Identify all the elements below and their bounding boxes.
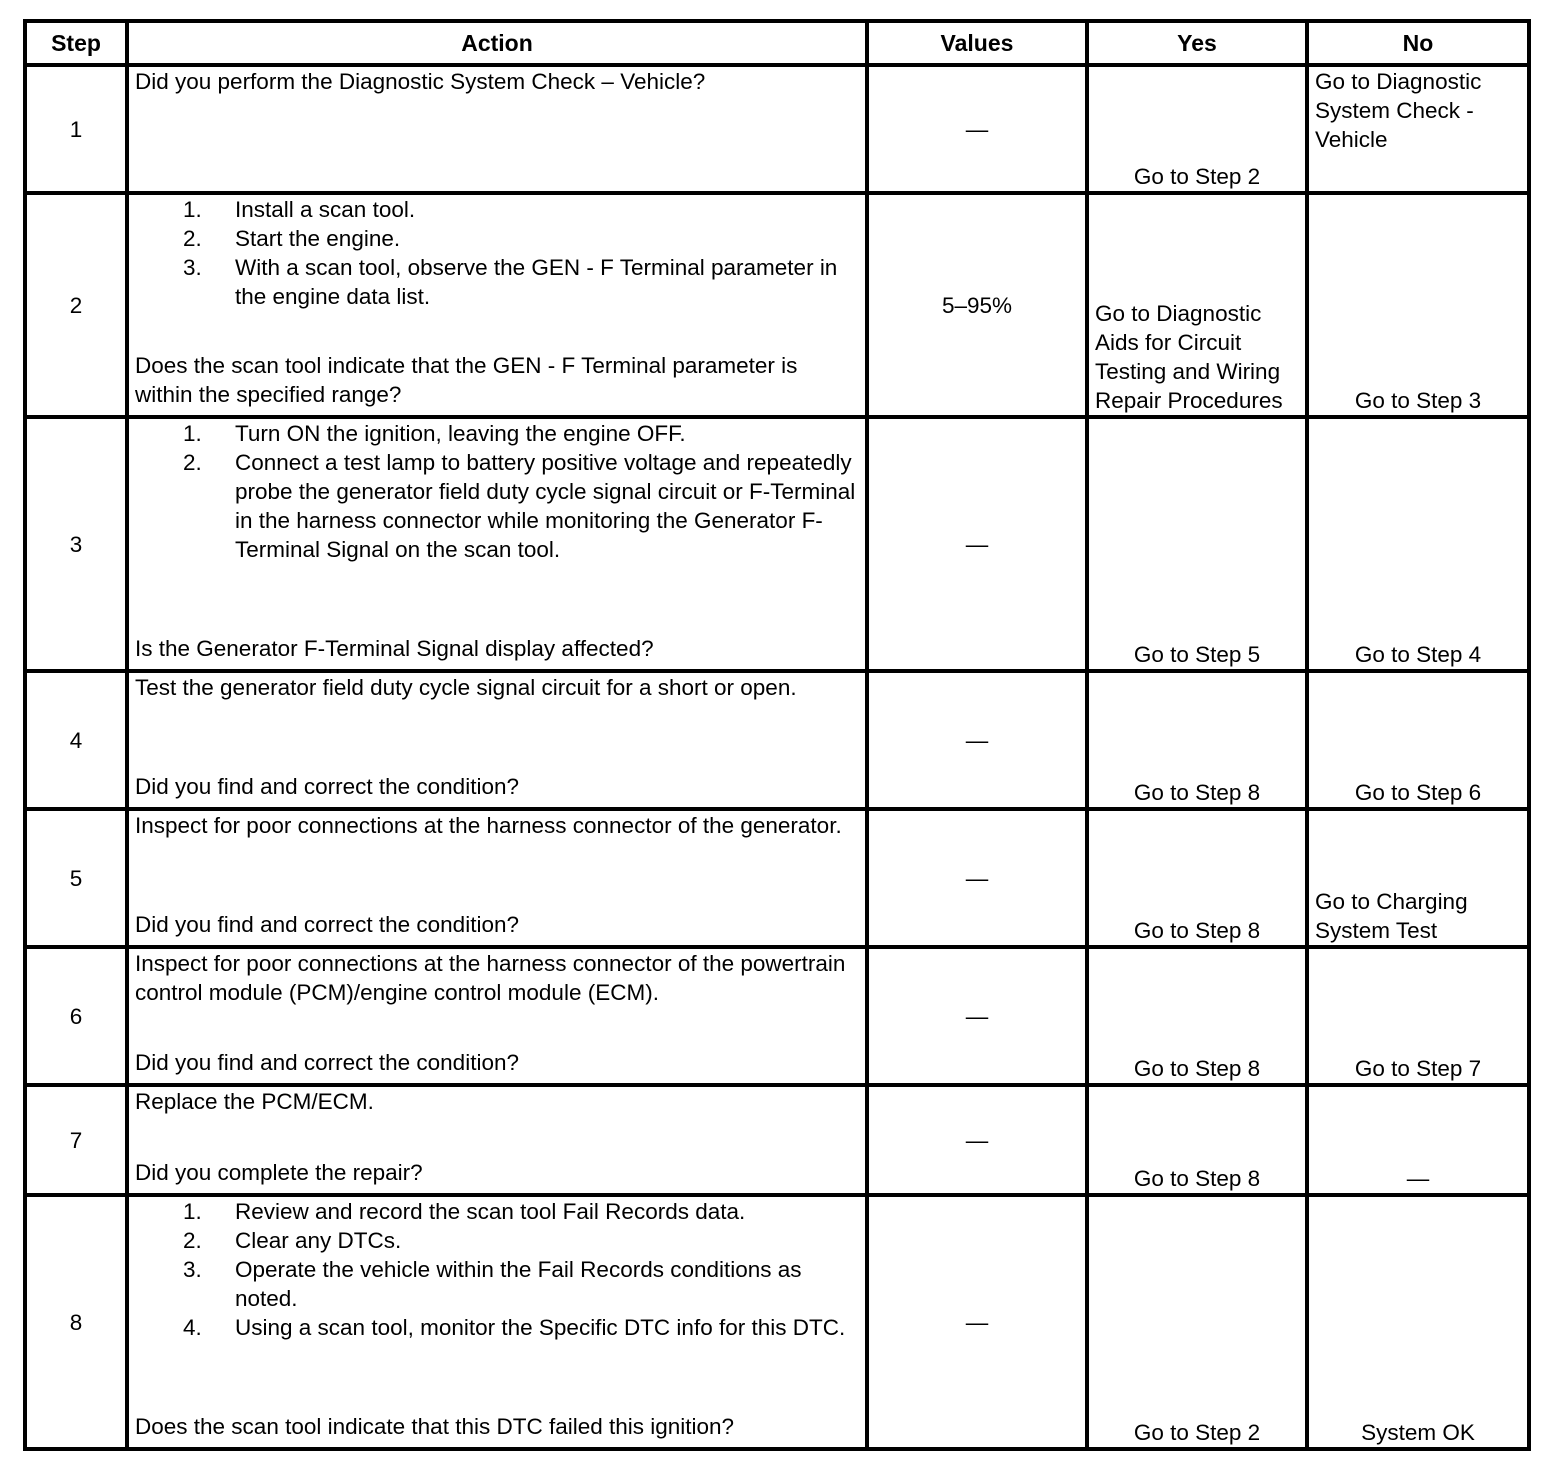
action-intro: Did you perform the Diagnostic System Check – Vehicle?	[135, 69, 706, 94]
header-no: No	[1307, 21, 1529, 65]
step-number: 4	[25, 671, 127, 809]
values-cell: —	[867, 1195, 1087, 1449]
yes-cell: Go to Step 8	[1087, 947, 1307, 1085]
action-question: Does the scan tool indicate that the GEN - F Terminal parameter is within the specified range?	[135, 353, 798, 407]
action-question: Did you find and correct the condition?	[135, 774, 519, 799]
action-intro: Replace the PCM/ECM.	[135, 1089, 374, 1114]
action-cell	[127, 65, 867, 193]
action-cell	[127, 809, 867, 947]
action-question: Did you find and correct the condition?	[135, 912, 519, 937]
values-cell: —	[867, 809, 1087, 947]
action-cell	[127, 1195, 867, 1449]
step-number: 2	[25, 193, 127, 417]
action-question: Did you find and correct the condition?	[135, 1050, 519, 1075]
table-row	[25, 417, 1529, 671]
values-cell: —	[867, 417, 1087, 671]
action-cell	[127, 947, 867, 1085]
no-cell: Go to Diagnostic System Check - Vehicle	[1307, 65, 1529, 193]
table-row	[25, 947, 1529, 1085]
table-row	[25, 671, 1529, 809]
header-step: Step	[25, 21, 127, 65]
yes-cell: Go to Step 5	[1087, 417, 1307, 671]
step-number: 7	[25, 1085, 127, 1195]
values-cell: —	[867, 1085, 1087, 1195]
values-cell: —	[867, 947, 1087, 1085]
action-steps-list	[135, 419, 859, 564]
action-intro: Test the generator field duty cycle signal circuit for a short or open.	[135, 675, 797, 700]
header-values: Values	[867, 21, 1087, 65]
values-cell: —	[867, 65, 1087, 193]
action-cell	[127, 671, 867, 809]
no-cell: System OK	[1307, 1195, 1529, 1449]
list-item: 2. Clear any DTCs.	[183, 1228, 402, 1253]
values-cell: —	[867, 671, 1087, 809]
action-steps-list	[135, 1197, 859, 1342]
action-cell	[127, 1085, 867, 1195]
yes-cell: Go to Step 8	[1087, 671, 1307, 809]
yes-cell: Go to Step 8	[1087, 809, 1307, 947]
step-number: 3	[25, 417, 127, 671]
table-row	[25, 193, 1529, 417]
diagnostic-table	[23, 19, 1531, 1451]
no-cell: Go to Step 7	[1307, 947, 1529, 1085]
action-question: Does the scan tool indicate that this DTC failed this ignition?	[135, 1414, 735, 1439]
action-question: Did you complete the repair?	[135, 1160, 423, 1185]
no-cell: Go to Step 6	[1307, 671, 1529, 809]
yes-cell: Go to Step 8	[1087, 1085, 1307, 1195]
list-item: 1. Install a scan tool.	[183, 197, 416, 222]
table-row	[25, 65, 1529, 193]
step-number: 6	[25, 947, 127, 1085]
yes-cell: Go to Diagnostic Aids for Circuit Testing and Wiring Repair Procedures	[1087, 193, 1307, 417]
action-cell	[127, 193, 867, 417]
step-number: 1	[25, 65, 127, 193]
header-row	[25, 21, 1529, 65]
yes-cell: Go to Step 2	[1087, 65, 1307, 193]
action-intro: Inspect for poor connections at the harness connector of the generator.	[135, 813, 842, 838]
action-intro: Inspect for poor connections at the harness connector of the powertrain control module (PCM)/engine control module (ECM).	[135, 951, 846, 1005]
no-cell: —	[1307, 1085, 1529, 1195]
no-cell: Go to Step 4	[1307, 417, 1529, 671]
action-cell	[127, 417, 867, 671]
list-item: 4. Using a scan tool, monitor the Specific DTC info for this DTC.	[183, 1315, 846, 1340]
step-number: 5	[25, 809, 127, 947]
table-row	[25, 1085, 1529, 1195]
no-cell: Go to Charging System Test	[1307, 809, 1529, 947]
yes-cell: Go to Step 2	[1087, 1195, 1307, 1449]
no-cell: Go to Step 3	[1307, 193, 1529, 417]
table-row	[25, 1195, 1529, 1449]
list-item: 2. Start the engine.	[183, 226, 401, 251]
step-number: 8	[25, 1195, 127, 1449]
table-row	[25, 809, 1529, 947]
values-cell: 5–95%	[867, 193, 1087, 417]
action-question: Is the Generator F-Terminal Signal display affected?	[135, 636, 654, 661]
action-steps-list	[135, 195, 859, 311]
list-item: 1. Turn ON the ignition, leaving the engine OFF.	[183, 421, 686, 446]
list-item: 3. Operate the vehicle within the Fail Records conditions as noted.	[183, 1257, 802, 1311]
list-item: 2. Connect a test lamp to battery positive voltage and repeatedly probe the generator field duty cycle signal circuit or F-Terminal in the harness connector while monitoring the Generator F-Terminal Signal on the scan tool.	[183, 450, 856, 562]
list-item: 3. With a scan tool, observe the GEN - F Terminal parameter in the engine data list.	[183, 255, 838, 309]
header-action: Action	[127, 21, 867, 65]
header-yes: Yes	[1087, 21, 1307, 65]
list-item: 1. Review and record the scan tool Fail Records data.	[183, 1199, 746, 1224]
